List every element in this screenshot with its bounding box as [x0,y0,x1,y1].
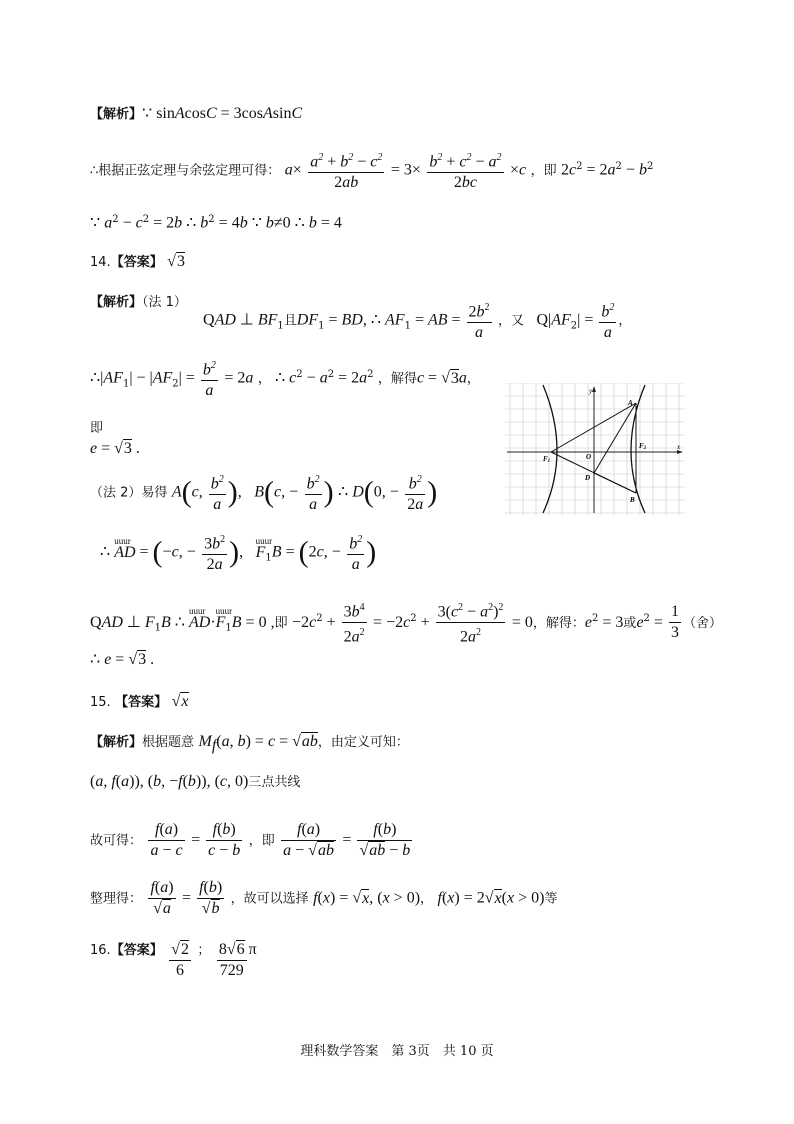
q14-vectors: ∴ uuur AD = (−c, − $\frac{3b^2}{2a}$ ), uuur $F_1B = (2c$, − $\frac{b^2}{a}$ ) [100,530,376,575]
x-label: x [677,443,681,451]
q14-method1-eq: QAD ⊥ $BF_1$且$DF_1$ = BD, ∴ $AF_1$ = AB = $\frac{2b^2}{a}$ ，又 $Q|AF_2|$ = $\frac{b^2}{a}$ ， [203,298,631,343]
q15-analysis: 【解析】根据题意 $M_f(a$, b) = c = √ab，由定义可知： [90,733,409,754]
point-o-label: O [586,453,592,461]
grid [505,383,685,515]
line-analysis-13: 【解析】∵ sinAcosC = 3cosAsinC [90,105,303,122]
q14-eccentricity-1: 即 e = √3 . [90,421,140,457]
line-ad [594,403,636,473]
point-f2-label: F2 [639,442,647,451]
page-footer: 理科数学答案 第 3页 共 10 页 [300,1044,494,1059]
q16-answer: 16.【答案】 $\frac{√2}{6}$ ； $\frac{8√6}{729}$ π [90,941,257,979]
q14-number: 14. [90,255,111,270]
y-label: y [589,387,593,395]
line-db [594,473,636,493]
q15-ratio: 故可得： $\frac{f(a)}{a - c}$ = $\frac{f(b)}{c - b}$ ，即 $\frac{f(a)}{a - √ab}$ = $\frac{f(b)}{√ab - b}$ [90,821,411,859]
point-b-label: B [630,496,635,504]
point-a-label: A [628,399,633,407]
q14-dot-product: QAD ⊥ $F_1B$ ∴ uuur AD·uuur $F_1B = 0$ ,即 $-2c^2$ + $\frac{3b^4}{2a^2}$ = $-2c^2$ + $\frac{3(c^2 - a^2)^2}{2a^2}$ = 0，解得：$e^2 = 3$或$e^2$ = $\frac{1}{3}$ （舍） [90,598,722,648]
q14-method1-label: 【解析】（法 1） [90,295,187,310]
q14-answer: 14.【答案】 √3 [90,253,185,270]
sine-law-text: ∴根据正弦定理与余弦定理可得： [90,163,281,179]
q15-number: 15. [90,695,111,710]
q15-collinear: (a, f(a)), (b, −f(b)), (c, 0)三点共线 [90,773,301,790]
q16-number: 16. [90,943,111,958]
q14-eccentricity-2: ∴ e = √3 . [90,651,155,668]
point-d-label: D [585,474,591,482]
line-derive-b: ∵ $a^2 - c^2 = 2b$ ∴ $b^2 = 4b$ ∵ b≠0 ∴ b = 4 [90,214,342,232]
q14-method2-points: （法 2）易得 A(c, $\frac{b^2}{a}$ ), B(c, − $\frac{b^2}{a}$ ) ∴ D(0, − $\frac{b^2}{2a}$ ) [90,470,437,515]
line-sine-cosine-law: ∴根据正弦定理与余弦定理可得： a× $\frac{a^2 + b^2 - c^2}{2ab}$ = 3× $\frac{b^2 + c^2 - a^2}{2bc}$ ×c ，即 $2c^2 = 2a^2 - b^2$ [90,148,653,193]
point-f1-label: F1 [543,455,551,464]
analysis-label: 【解析】 [90,107,143,122]
q14-derive-c: $\therefore|AF_1| - |AF_2|$ = $\frac{b^2}{a}$ = 2a ， ∴ $c^2 - a^2 = 2a^2$ ，解得c = √3a， [90,356,480,401]
q15-answer: 15. 【答案】 √x [90,693,189,710]
hyperbola-left-branch [543,385,557,513]
y-axis-arrow [592,386,596,392]
hyperbola-figure [505,383,685,515]
q15-simplify: 整理得： $\frac{f(a)}{√a}$ = $\frac{f(b)}{√b}$ ，故可以选择 f(x) = √x, (x > 0)， f(x) = 2√x(x > 0)等 [90,879,558,917]
